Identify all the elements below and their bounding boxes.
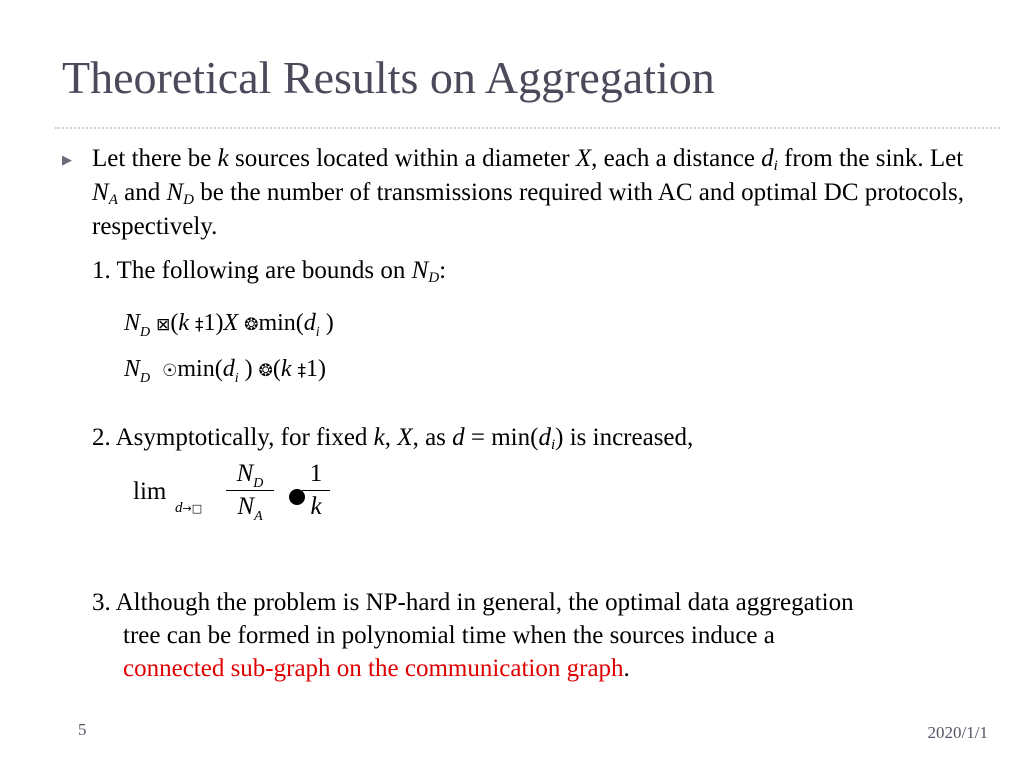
item-3-text [92, 586, 992, 685]
fraction-bar [302, 490, 330, 491]
highlight-text: connected sub-graph on the communication graph [123, 655, 624, 682]
bullet-text: Let there be k sources located within a diameter X, each a distance $d_i$ from the sink. Let $N_A$ and $N_D$ be the number of transmissions required with AC and optimal DC protocols, respectively. [92, 145, 965, 240]
bound-equation-1: $N_D$ ⊠(k ‡1)X $❂\min(d_i$ ) [124, 310, 334, 340]
one-over-k-fraction [302, 460, 330, 521]
item-3-line-2: tree can be formed in polynomial time when the sources induce a [123, 622, 775, 649]
limit-subscript: d→□ [175, 500, 203, 516]
fraction-numerator: 1 [309, 460, 323, 487]
page-number: 5 [78, 720, 87, 739]
item-3-line-1: 3. Although the problem is NP-hard in general, the optimal data aggregation [92, 589, 854, 616]
fraction-numerator: $N_D$ [236, 460, 264, 491]
triangle-right-icon: ▶ [62, 152, 72, 167]
fraction-bar [226, 490, 274, 491]
item-3-line-3: connected sub-graph on the communication graph. [123, 655, 630, 682]
fraction-denominator: $N_A$ [237, 493, 263, 524]
title-divider [55, 127, 1000, 129]
bound-equation-2: $N_D$ $☉\min(d_i$ ) ❂(k ‡1) [124, 356, 327, 386]
item-1-text: 1. The following are bounds on $N_D$: [92, 257, 447, 286]
limit-operator: lim [133, 478, 167, 505]
fraction-denominator: k [310, 493, 322, 520]
ratio-fraction [226, 460, 274, 524]
slide-date: 2020/1/1 [927, 723, 988, 742]
slide-title: Theoretical Results on Aggregation [62, 52, 715, 103]
item-2-text: 2. Asymptotically, for fixed k, X, as $d = \min(d_i)$ is increased, [92, 424, 694, 453]
